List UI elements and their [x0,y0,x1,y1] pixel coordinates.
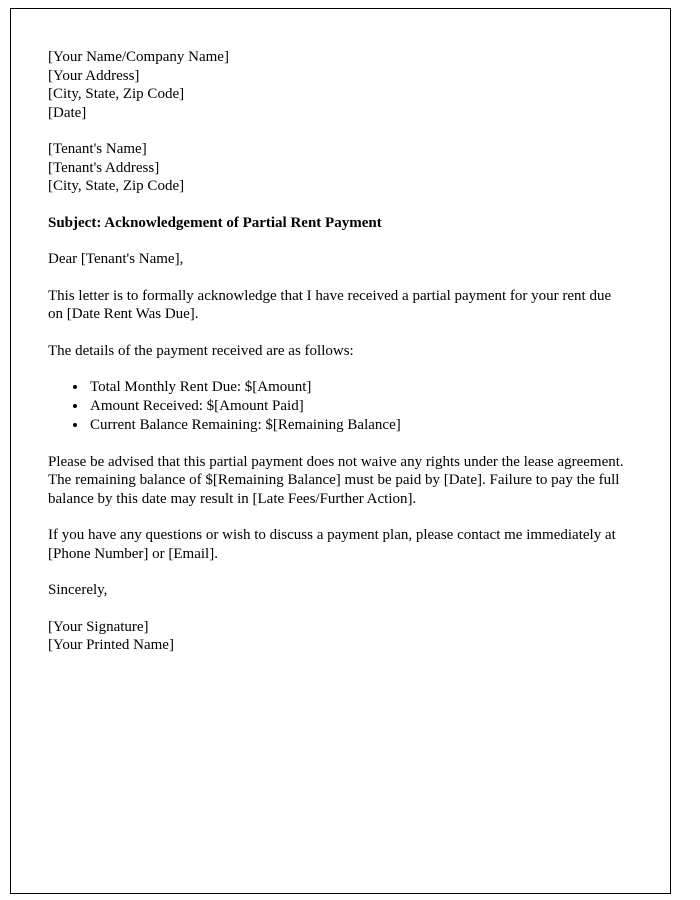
recipient-address-block [48,140,626,196]
letter-date: [Date] [48,104,87,121]
sender-city-state-zip: [City, State, Zip Code] [48,86,185,102]
sender-name: [Your Name/Company Name] [48,49,229,65]
recipient-name: [Tenant's Name] [48,141,147,157]
letter-content [48,48,626,673]
recipient-address: [Tenant's Address] [48,159,160,176]
signature-block [48,618,626,655]
paragraph-acknowledgement: This letter is to formally acknowledge that I have received a partial payment for your rent due on [Date Rent Was Due]. [48,287,612,322]
signature-line: [Your Signature] [48,618,149,635]
salutation: Dear [Tenant's Name], [48,251,184,267]
sender-address: [Your Address] [48,67,140,84]
detail-amount-received: • Amount Received: $[Amount Paid] [88,397,626,416]
paragraph-contact: If you have any questions or wish to discuss a payment plan, please contact me immediately at [Phone Number] or [Email]. [48,527,616,562]
paragraph-details-intro: The details of the payment received are as follows: [48,342,354,359]
subject-line: Subject: Acknowledgement of Partial Rent Payment [48,214,382,231]
paragraph-advisory: Please be advised that this partial payment does not waive any rights under the lease agreement. The remaining balance of $[Remaining Balance] must be paid by [Date]. Failure to pay the full balance by this date may result in [Late Fees/Further Action]. [48,453,624,507]
detail-balance-remaining: • Current Balance Remaining: $[Remaining Balance] [88,416,626,435]
closing: Sincerely, [48,582,108,598]
recipient-city-state-zip: [City, State, Zip Code] [48,178,185,194]
printed-name-line: [Your Printed Name] [48,637,174,653]
sender-address-block [48,48,626,122]
detail-total-rent-due: • Total Monthly Rent Due: $[Amount] [88,378,626,397]
payment-details-list [48,378,626,435]
